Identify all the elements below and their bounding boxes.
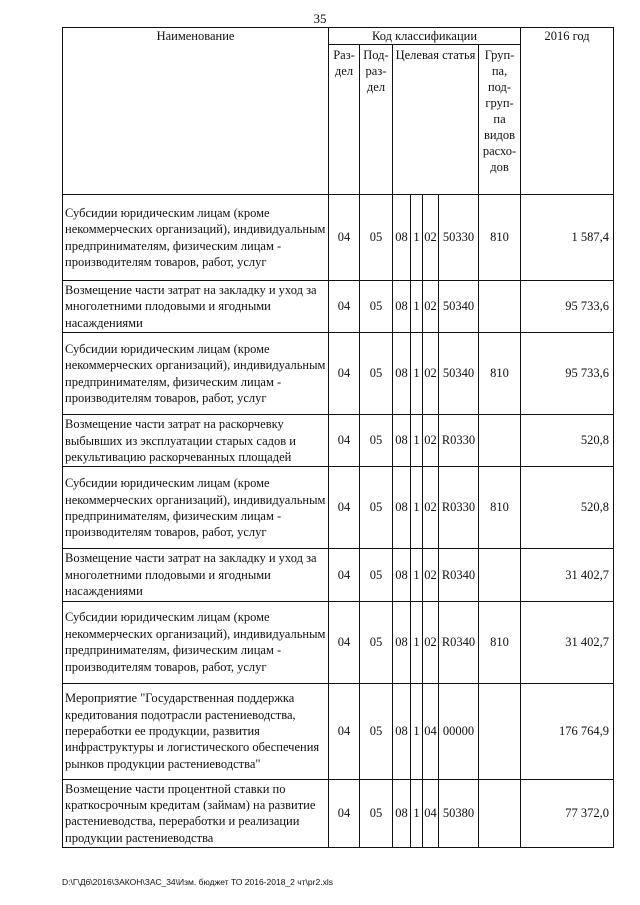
table-row	[63, 281, 614, 333]
row-amount: 31 402,7	[521, 601, 614, 683]
row-expense-type	[479, 779, 521, 848]
row-expense-type: 810	[479, 467, 521, 549]
budget-table	[62, 27, 614, 848]
row-target-program: 08	[393, 549, 411, 601]
row-target-direction: R0330	[439, 467, 479, 549]
row-expense-type	[479, 549, 521, 601]
row-expense-type: 810	[479, 333, 521, 415]
row-target-activity: 02	[423, 195, 439, 281]
row-podrazdel: 05	[360, 333, 393, 415]
row-target-program: 08	[393, 333, 411, 415]
row-amount: 31 402,7	[521, 549, 614, 601]
row-target-activity: 02	[423, 415, 439, 467]
row-razdel: 04	[329, 779, 360, 848]
row-podrazdel: 05	[360, 467, 393, 549]
row-target-direction: 50380	[439, 779, 479, 848]
row-target-direction: R0340	[439, 601, 479, 683]
row-target-activity: 02	[423, 601, 439, 683]
table-row	[63, 415, 614, 467]
header-razdel: Раз- дел	[329, 45, 360, 195]
row-amount: 520,8	[521, 415, 614, 467]
row-amount: 520,8	[521, 467, 614, 549]
row-target-direction: 50340	[439, 333, 479, 415]
row-target-program: 08	[393, 467, 411, 549]
row-amount: 176 764,9	[521, 683, 614, 779]
row-name: Возмещение части затрат на раскорчевку выбывших из эксплуатации старых садов и рекультивацию раскорчеванных площадей	[63, 415, 329, 467]
row-podrazdel: 05	[360, 683, 393, 779]
row-name: Возмещение части затрат на закладку и уход за многолетними плодовыми и ягодными насаждениями	[63, 281, 329, 333]
table-body	[63, 195, 614, 848]
row-razdel: 04	[329, 195, 360, 281]
row-expense-type	[479, 683, 521, 779]
row-expense-type	[479, 281, 521, 333]
row-target-subprogram: 1	[411, 601, 423, 683]
row-target-direction: 50330	[439, 195, 479, 281]
row-expense-type: 810	[479, 601, 521, 683]
header-year: 2016 год	[521, 28, 614, 195]
table-row	[63, 467, 614, 549]
row-amount: 1 587,4	[521, 195, 614, 281]
row-target-direction: R0340	[439, 549, 479, 601]
row-target-activity: 02	[423, 549, 439, 601]
row-target-subprogram: 1	[411, 415, 423, 467]
table-row	[63, 195, 614, 281]
row-amount: 95 733,6	[521, 333, 614, 415]
row-podrazdel: 05	[360, 601, 393, 683]
row-razdel: 04	[329, 415, 360, 467]
row-expense-type: 810	[479, 195, 521, 281]
row-name: Субсидии юридическим лицам (кроме некоммерческих организаций), индивидуальным предпринимателям, физическим лицам - производителям товаров, работ, услуг	[63, 601, 329, 683]
row-podrazdel: 05	[360, 281, 393, 333]
row-target-activity: 04	[423, 683, 439, 779]
row-razdel: 04	[329, 281, 360, 333]
row-target-program: 08	[393, 601, 411, 683]
row-name: Возмещение части затрат на закладку и уход за многолетними плодовыми и ягодными насаждениями	[63, 549, 329, 601]
row-podrazdel: 05	[360, 779, 393, 848]
header-vid: Груп- па, под- груп- па видов расхо- дов	[479, 45, 521, 195]
row-razdel: 04	[329, 683, 360, 779]
row-name: Мероприятие "Государственная поддержка кредитования подотрасли растениеводства, переработки ее продукции, развития инфраструктуры и логистического обеспечения рынков продукции растениеводства"	[63, 683, 329, 779]
row-target-activity: 02	[423, 467, 439, 549]
table-row	[63, 333, 614, 415]
row-target-subprogram: 1	[411, 281, 423, 333]
file-path-footer: D:\Г\Д6\2016\ЗАКОН\ЗАС_34\Изм. бюджет ТО 2016-2018_2 чт\pr2.xls	[62, 877, 333, 887]
row-target-subprogram: 1	[411, 467, 423, 549]
table-row	[63, 549, 614, 601]
row-target-activity: 02	[423, 281, 439, 333]
row-target-direction: R0330	[439, 415, 479, 467]
row-amount: 95 733,6	[521, 281, 614, 333]
page-number: 35	[313, 11, 327, 26]
row-podrazdel: 05	[360, 195, 393, 281]
header-code-group: Код классификации	[329, 28, 521, 45]
row-name: Субсидии юридическим лицам (кроме некоммерческих организаций), индивидуальным предпринимателям, физическим лицам - производителям товаров, работ, услуг	[63, 467, 329, 549]
table-row	[63, 779, 614, 848]
row-name: Субсидии юридическим лицам (кроме некоммерческих организаций), индивидуальным предпринимателям, физическим лицам - производителям товаров, работ, услуг	[63, 195, 329, 281]
row-target-program: 08	[393, 779, 411, 848]
row-expense-type	[479, 415, 521, 467]
row-target-subprogram: 1	[411, 683, 423, 779]
row-podrazdel: 05	[360, 415, 393, 467]
row-name: Субсидии юридическим лицам (кроме некоммерческих организаций), индивидуальным предпринимателям, физическим лицам - производителям товаров, работ, услуг	[63, 333, 329, 415]
row-target-activity: 04	[423, 779, 439, 848]
row-target-program: 08	[393, 683, 411, 779]
header-podrazdel: Под- раз- дел	[360, 45, 393, 195]
row-target-subprogram: 1	[411, 195, 423, 281]
row-razdel: 04	[329, 333, 360, 415]
row-target-program: 08	[393, 195, 411, 281]
row-target-direction: 50340	[439, 281, 479, 333]
row-target-direction: 00000	[439, 683, 479, 779]
row-target-subprogram: 1	[411, 549, 423, 601]
row-razdel: 04	[329, 601, 360, 683]
row-target-subprogram: 1	[411, 333, 423, 415]
row-razdel: 04	[329, 549, 360, 601]
row-target-activity: 02	[423, 333, 439, 415]
row-target-program: 08	[393, 281, 411, 333]
row-target-subprogram: 1	[411, 779, 423, 848]
row-target-program: 08	[393, 415, 411, 467]
header-name: Наименование	[63, 28, 329, 195]
table-row	[63, 683, 614, 779]
row-razdel: 04	[329, 467, 360, 549]
row-amount: 77 372,0	[521, 779, 614, 848]
row-podrazdel: 05	[360, 549, 393, 601]
row-name: Возмещение части процентной ставки по краткосрочным кредитам (займам) на развитие растениеводства, переработки и реализации продукции растениеводства	[63, 779, 329, 848]
table-row	[63, 601, 614, 683]
header-target: Целевая статья	[393, 45, 479, 195]
